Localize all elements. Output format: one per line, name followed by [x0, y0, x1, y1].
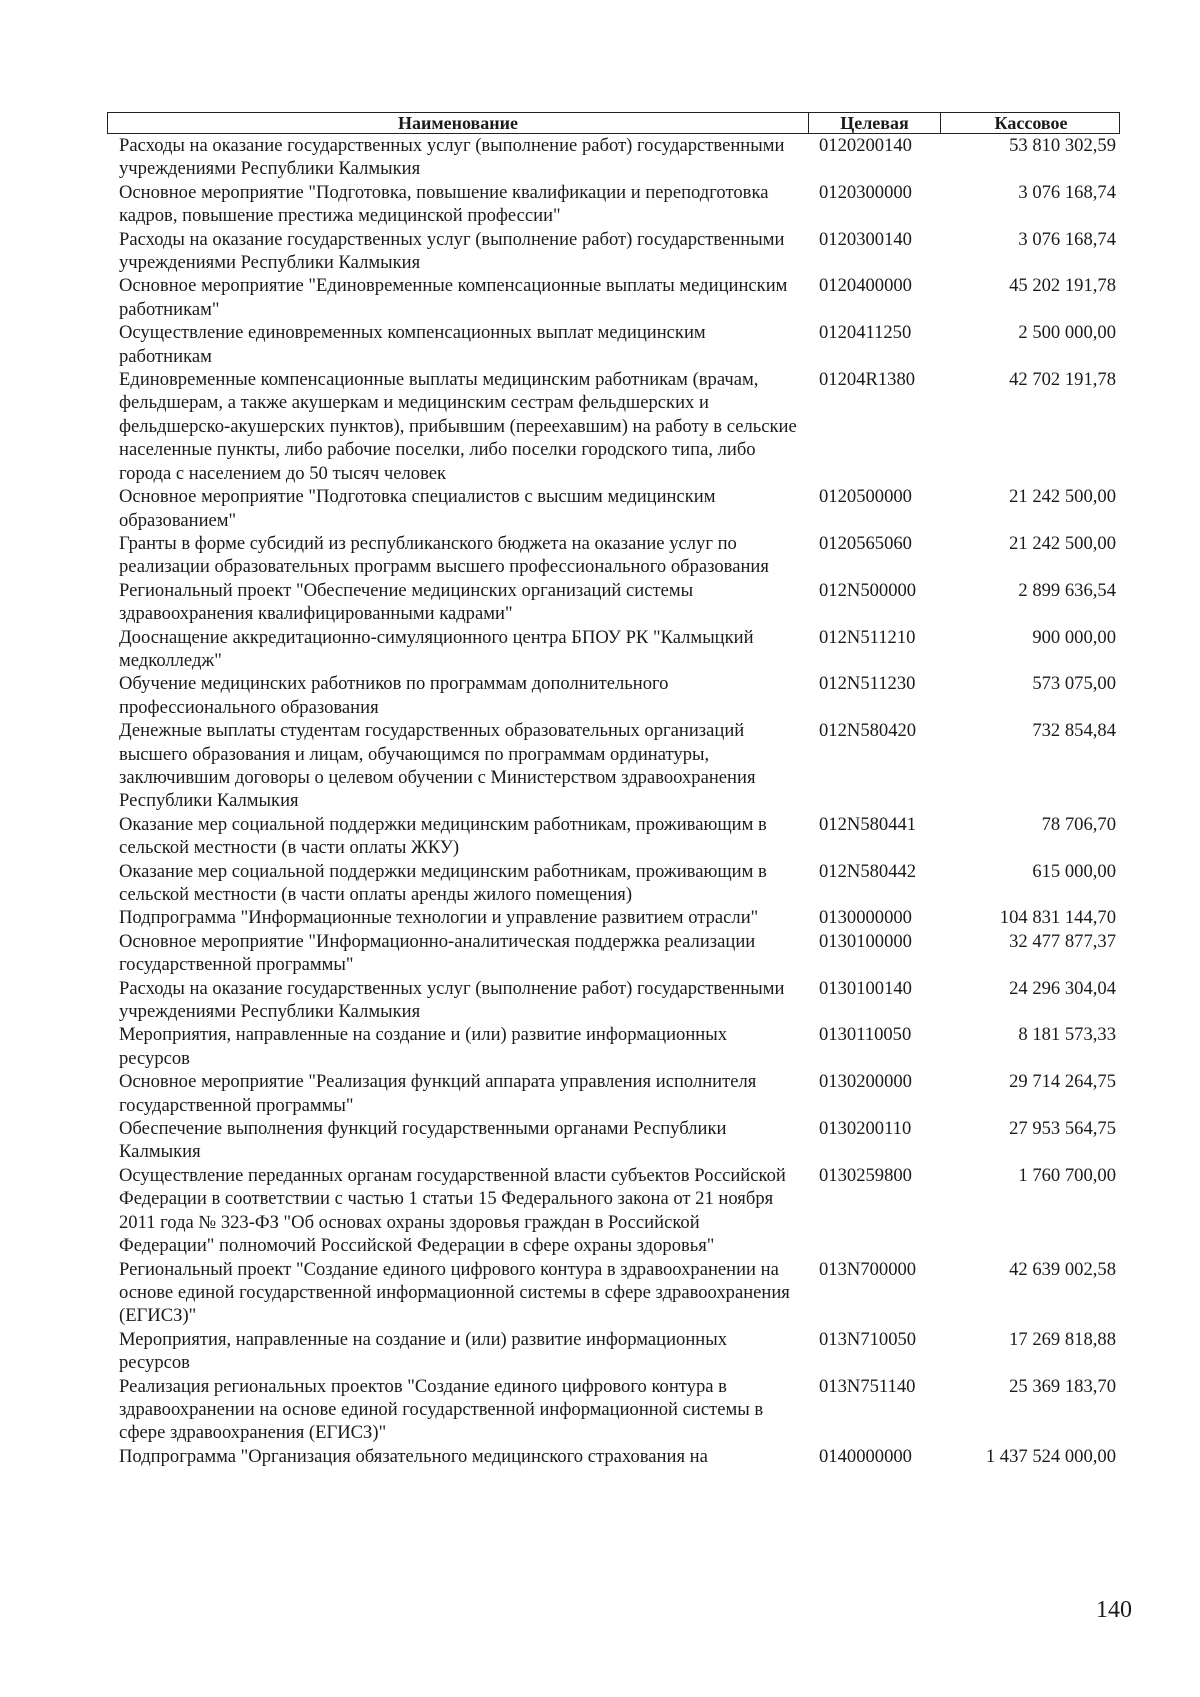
row-code: 012N580420 — [819, 720, 917, 742]
budget-table — [107, 112, 1120, 1468]
table-row — [107, 1445, 1120, 1468]
row-name: Единовременные компенсационные выплаты медицинским работникам (врачам, фельдшерам, а также акушеркам и медицинским сестрам фельдшерских и фельдшерско-акушерских пунктов), прибывшим (переехавшим) на работу в сельские населенные пункты, либо рабочие поселки, либо поселки городского типа, либо города с населением до 50 тысяч человек — [119, 369, 797, 484]
row-name: Денежные выплаты студентам государственных образовательных организаций высшего образования и лицам, обучающимся по программам ординатуры, заключившим договоры о целевом обучении с Министерством здравоохранения Республики Калмыкия — [119, 720, 756, 812]
row-name: Расходы на оказание государственных услуг (выполнение работ) государственными учреждениями Республики Калмыкия — [119, 977, 785, 1023]
table-row — [107, 1375, 1120, 1445]
table-row — [107, 977, 1120, 1024]
row-name: Обучение медицинских работников по программам дополнительного профессионального образования — [119, 673, 669, 718]
row-amount: 2 899 636,54 — [1018, 579, 1116, 601]
row-amount: 1 437 524 000,00 — [985, 1445, 1116, 1467]
table-row — [107, 1328, 1120, 1375]
row-amount: 29 714 264,75 — [1009, 1071, 1116, 1093]
row-amount: 21 242 500,00 — [1009, 486, 1116, 508]
row-name: Гранты в форме субсидий из республиканского бюджета на оказание услуг по реализации образовательных программ высшего профессионального образования — [119, 532, 769, 578]
row-code: 012N511210 — [819, 626, 916, 648]
table-header — [107, 112, 1120, 134]
row-code: 0130200110 — [819, 1118, 912, 1140]
row-name: Осуществление переданных органам государственной власти субъектов Российской Федерации в соответствии с частью 1 статьи 15 Федерального закона от 21 ноября 2011 года № 323-ФЗ "Об основах охраны здоровья граждан в Российской Федерации" полномочий Российской Федерации в сфере охраны здоровья" — [119, 1164, 786, 1257]
table-row — [107, 321, 1120, 368]
row-amount: 42 639 002,58 — [1009, 1258, 1116, 1280]
row-name: Основное мероприятие "Подготовка специалистов с высшим медицинским образованием" — [119, 486, 716, 531]
table-row — [107, 368, 1120, 485]
row-code: 0120411250 — [819, 322, 912, 344]
row-name: Осуществление единовременных компенсационных выплат медицинским работникам — [119, 322, 706, 367]
table-body — [107, 134, 1120, 1468]
row-name: Оказание мер социальной поддержки медицинским работникам, проживающим в сельской местности (в части оплаты ЖКУ) — [119, 813, 767, 859]
row-amount: 573 075,00 — [1032, 673, 1116, 695]
row-amount: 24 296 304,04 — [1009, 977, 1116, 999]
header-amount: Кассовое — [940, 113, 1121, 133]
row-name: Мероприятия, направленные на создание и (или) развитие информационных ресурсов — [119, 1024, 728, 1069]
table-row — [107, 1117, 1120, 1164]
row-code: 013N751140 — [819, 1375, 916, 1397]
row-amount: 3 076 168,74 — [1018, 228, 1116, 250]
row-code: 0120400000 — [819, 275, 912, 297]
row-code: 0130110050 — [819, 1024, 912, 1046]
row-name: Расходы на оказание государственных услуг (выполнение работ) государственными учреждениями Республики Калмыкия — [119, 228, 785, 274]
row-code: 0130100000 — [819, 930, 912, 952]
row-name: Подпрограмма "Информационные технологии и управление развитием отрасли" — [119, 907, 759, 929]
table-row — [107, 813, 1120, 860]
row-code: 0130200000 — [819, 1071, 912, 1093]
row-amount: 3 076 168,74 — [1018, 181, 1116, 203]
row-name: Обеспечение выполнения функций государственными органами Республики Калмыкия — [119, 1118, 727, 1163]
row-name: Основное мероприятие "Единовременные компенсационные выплаты медицинским работникам" — [119, 275, 788, 320]
row-code: 0120300140 — [819, 228, 912, 250]
row-amount: 1 760 700,00 — [1018, 1164, 1116, 1186]
row-amount: 2 500 000,00 — [1018, 322, 1116, 344]
header-code: Целевая — [808, 113, 940, 133]
table-row — [107, 274, 1120, 321]
row-amount: 21 242 500,00 — [1009, 532, 1116, 554]
row-amount: 732 854,84 — [1032, 720, 1116, 742]
row-amount: 42 702 191,78 — [1009, 369, 1116, 391]
table-row — [107, 1258, 1120, 1328]
row-amount: 104 831 144,70 — [999, 907, 1116, 929]
row-code: 0140000000 — [819, 1445, 912, 1467]
table-row — [107, 532, 1120, 579]
table-row — [107, 1070, 1120, 1117]
table-row — [107, 1164, 1120, 1258]
row-name: Подпрограмма "Организация обязательного медицинского страхования на — [119, 1445, 708, 1467]
table-row — [107, 906, 1120, 929]
row-code: 0120200140 — [819, 135, 912, 156]
row-code: 013N710050 — [819, 1328, 917, 1350]
row-amount: 900 000,00 — [1032, 626, 1116, 648]
row-code: 0130100140 — [819, 977, 912, 999]
row-name: Региональный проект "Создание единого цифрового контура в здравоохранении на основе единой государственной информационной системы в сфере здравоохранения (ЕГИСЗ)" — [119, 1258, 790, 1327]
table-row — [107, 719, 1120, 813]
table-row — [107, 181, 1120, 228]
table-row — [107, 579, 1120, 626]
row-code: 0120500000 — [819, 486, 912, 508]
row-amount: 32 477 877,37 — [1009, 930, 1116, 952]
table-row — [107, 485, 1120, 532]
row-code: 0130000000 — [819, 907, 912, 929]
row-code: 013N700000 — [819, 1258, 917, 1280]
table-row — [107, 672, 1120, 719]
row-code: 012N580441 — [819, 813, 917, 835]
row-name: Дооснащение аккредитационно-симуляционного центра БПОУ РК "Калмыцкий медколледж" — [119, 626, 754, 671]
row-amount: 27 953 564,75 — [1009, 1118, 1116, 1140]
row-amount: 53 810 302,59 — [1009, 135, 1116, 156]
table-row — [107, 930, 1120, 977]
row-amount: 78 706,70 — [1041, 813, 1116, 835]
row-name: Основное мероприятие "Информационно-аналитическая поддержка реализации государственной программы" — [119, 930, 756, 976]
row-name: Основное мероприятие "Подготовка, повышение квалификации и переподготовка кадров, повышение престижа медицинской профессии" — [119, 181, 769, 227]
row-code: 01204R1380 — [819, 369, 916, 391]
table-row — [107, 228, 1120, 275]
table-row — [107, 626, 1120, 673]
row-name: Расходы на оказание государственных услуг (выполнение работ) государственными учреждениями Республики Калмыкия — [119, 135, 785, 180]
row-amount: 25 369 183,70 — [1009, 1375, 1116, 1397]
table-row — [107, 860, 1120, 907]
row-name: Основное мероприятие "Реализация функций аппарата управления исполнителя государственной программы" — [119, 1071, 757, 1116]
row-amount: 615 000,00 — [1032, 860, 1116, 882]
table-row — [107, 134, 1120, 181]
row-name: Мероприятия, направленные на создание и (или) развитие информационных ресурсов — [119, 1328, 728, 1374]
header-name: Наименование — [398, 113, 518, 133]
row-code: 012N500000 — [819, 579, 917, 601]
row-name: Региональный проект "Обеспечение медицинских организаций системы здравоохранения квалифицированными кадрами" — [119, 579, 694, 625]
row-name: Реализация региональных проектов "Создание единого цифрового контура в здравоохранении на основе единой государственной информационной системы в сфере здравоохранения (ЕГИСЗ)" — [119, 1375, 764, 1444]
table-row — [107, 1023, 1120, 1070]
row-code: 012N580442 — [819, 860, 917, 882]
row-code: 012N511230 — [819, 673, 916, 695]
row-amount: 8 181 573,33 — [1018, 1024, 1116, 1046]
row-code: 0120300000 — [819, 181, 912, 203]
row-code: 0130259800 — [819, 1164, 912, 1186]
row-name: Оказание мер социальной поддержки медицинским работникам, проживающим в сельской местности (в части оплаты аренды жилого помещения) — [119, 860, 767, 905]
row-amount: 45 202 191,78 — [1009, 275, 1116, 297]
page-number: 140 — [1096, 1597, 1132, 1623]
row-code: 0120565060 — [819, 532, 912, 554]
row-amount: 17 269 818,88 — [1009, 1328, 1116, 1350]
